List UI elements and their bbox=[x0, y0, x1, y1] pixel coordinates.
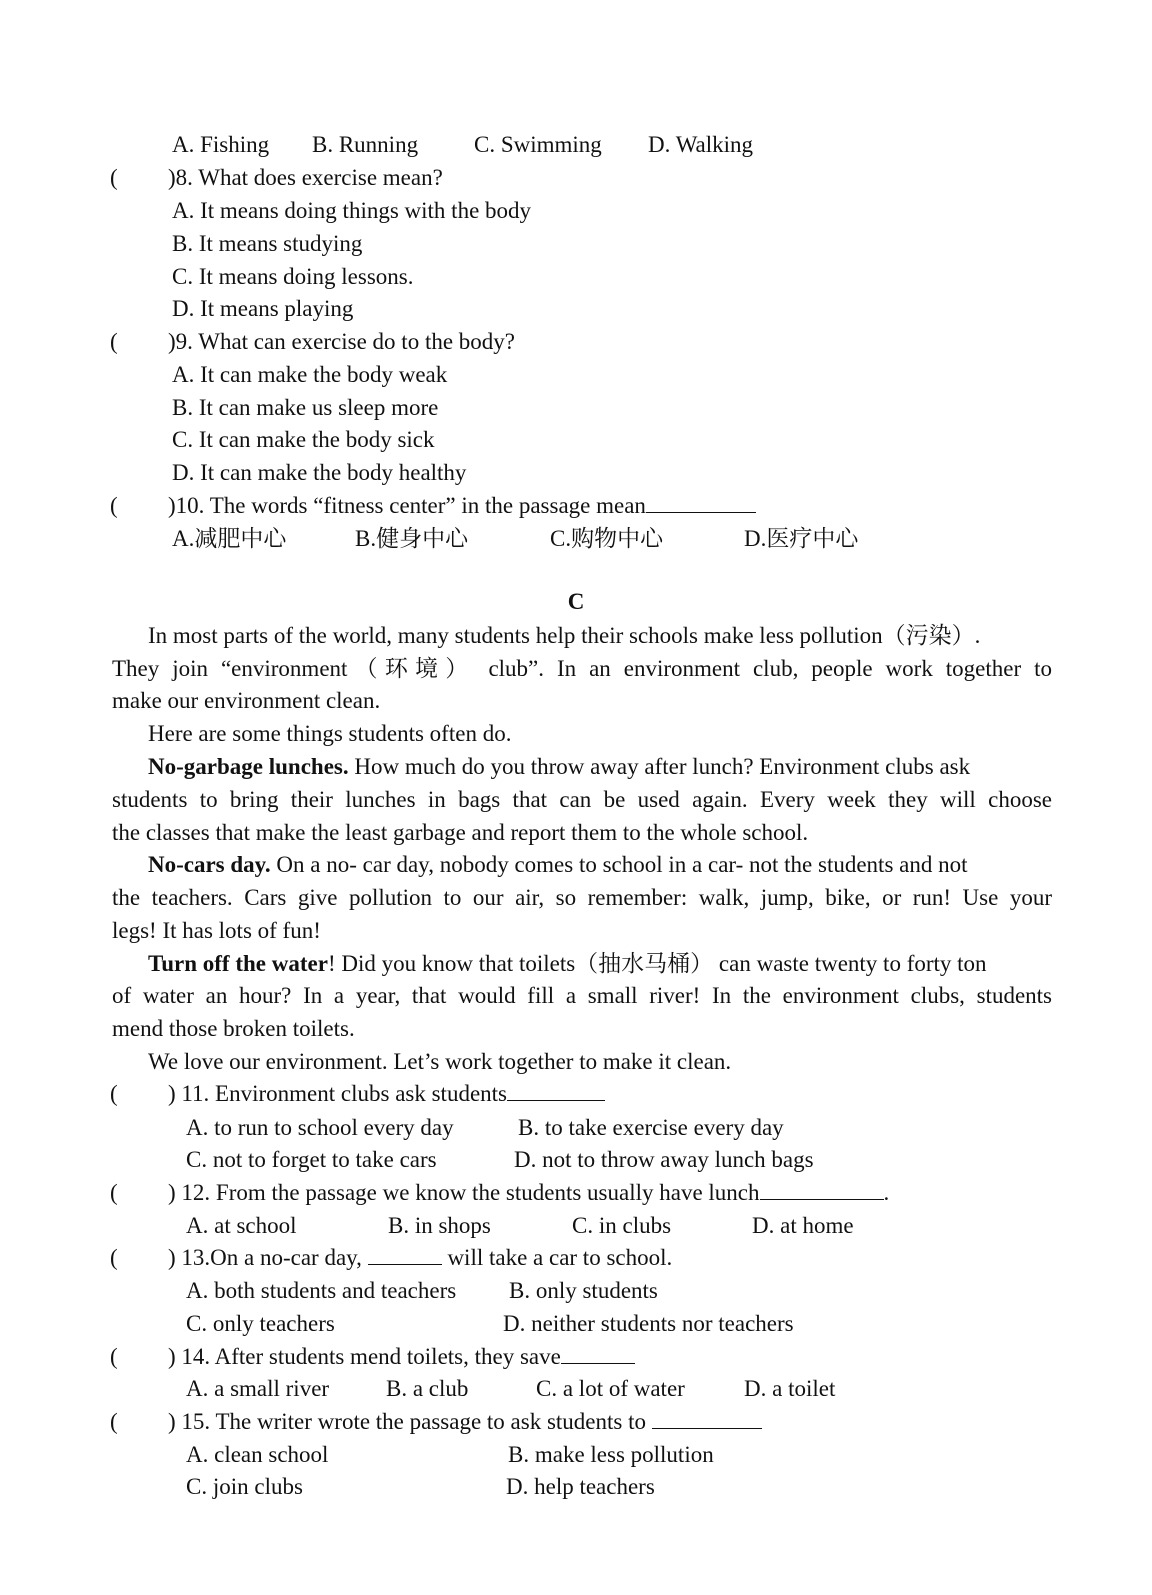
q9-option-c: C. It can make the body sick bbox=[172, 427, 435, 452]
q8-option-a: A. It means doing things with the body bbox=[172, 198, 532, 223]
q15-option-d: D. help teachers bbox=[506, 1474, 655, 1499]
q12-question bbox=[168, 1179, 889, 1207]
q10-option-c: C.购物中心 bbox=[550, 526, 664, 551]
q9-option-d: D. It can make the body healthy bbox=[172, 460, 467, 485]
passage-p4-line1-text: On a no- car day, nobody comes to school in a car- not the students and not bbox=[270, 852, 968, 877]
q13-answer-paren: ( bbox=[110, 1245, 118, 1270]
q10-question bbox=[168, 492, 756, 520]
q11-option-c: C. not to forget to take cars bbox=[186, 1147, 437, 1172]
q7-option-b: B. Running bbox=[312, 132, 419, 157]
passage-p5-line2: of water an hour? In a year, that would fill a small river! In the environment clubs, students bbox=[112, 983, 1052, 1008]
q13-question-text-a: ) 13.On a no-car day, bbox=[168, 1245, 368, 1270]
q12-option-c: C. in clubs bbox=[572, 1213, 672, 1238]
q7-option-c: C. Swimming bbox=[474, 132, 602, 157]
q13-blank[interactable] bbox=[368, 1244, 442, 1265]
q15-answer-paren: ( bbox=[110, 1409, 118, 1434]
q10-question-text: )10. The words “fitness center” in the passage mean bbox=[168, 493, 646, 518]
q11-blank[interactable] bbox=[507, 1080, 605, 1101]
q10-option-d: D.医疗中心 bbox=[744, 526, 859, 551]
q10-option-a: A.减肥中心 bbox=[172, 526, 287, 551]
q14-blank[interactable] bbox=[561, 1343, 635, 1364]
q8-question: )8. What does exercise mean? bbox=[168, 165, 443, 190]
q7-option-d: D. Walking bbox=[648, 132, 754, 157]
q15-option-a: A. clean school bbox=[186, 1442, 329, 1467]
passage-p5-line1 bbox=[148, 950, 987, 978]
passage-p5-line3: mend those broken toilets. bbox=[112, 1016, 355, 1041]
q11-question bbox=[168, 1080, 605, 1108]
q9-option-b: B. It can make us sleep more bbox=[172, 395, 439, 420]
q15-option-b: B. make less pollution bbox=[508, 1442, 714, 1467]
passage-p3-line2: students to bring their lunches in bags that can be used again. Every week they will choose bbox=[112, 787, 1052, 812]
passage-p4-line3: legs! It has lots of fun! bbox=[112, 918, 321, 943]
passage-p4-line1 bbox=[148, 851, 968, 879]
q11-option-a: A. to run to school every day bbox=[186, 1115, 454, 1140]
q12-option-a: A. at school bbox=[186, 1213, 297, 1238]
q14-question-text: ) 14. After students mend toilets, they save bbox=[168, 1344, 561, 1369]
q11-answer-paren: ( bbox=[110, 1081, 118, 1106]
passage-p1-line1: In most parts of the world, many students help their schools make less pollution（污染）. bbox=[148, 623, 981, 648]
passage-p5-line1-text: ! Did you know that toilets（抽水马桶） can waste twenty to forty ton bbox=[327, 951, 987, 976]
q15-question bbox=[168, 1408, 762, 1436]
passage-p3-line3: the classes that make the least garbage and report them to the whole school. bbox=[112, 820, 809, 845]
q12-blank[interactable] bbox=[760, 1179, 884, 1200]
q12-question-text: ) 12. From the passage we know the students usually have lunch bbox=[168, 1180, 760, 1205]
q13-option-a: A. both students and teachers bbox=[186, 1278, 457, 1303]
q10-option-b: B.健身中心 bbox=[355, 526, 469, 551]
q8-option-c: C. It means doing lessons. bbox=[172, 264, 414, 289]
q11-option-d: D. not to throw away lunch bags bbox=[514, 1147, 814, 1172]
q15-blank[interactable] bbox=[652, 1408, 762, 1429]
q13-question bbox=[168, 1244, 672, 1272]
passage-p6: We love our environment. Let’s work together to make it clean. bbox=[148, 1049, 732, 1074]
q14-answer-paren: ( bbox=[110, 1344, 118, 1369]
passage-p3-line1 bbox=[148, 753, 970, 781]
q9-option-a: A. It can make the body weak bbox=[172, 362, 448, 387]
q13-question-text-b: will take a car to school. bbox=[441, 1245, 673, 1270]
q11-option-b: B. to take exercise every day bbox=[518, 1115, 784, 1140]
q7-option-a: A. Fishing bbox=[172, 132, 270, 157]
passage-p5-heading: Turn off the water bbox=[148, 951, 328, 976]
passage-p3-line1-text: How much do you throw away after lunch? Environment clubs ask bbox=[348, 754, 971, 779]
q14-option-d: D. a toilet bbox=[744, 1376, 836, 1401]
q14-option-c: C. a lot of water bbox=[536, 1376, 685, 1401]
q14-question bbox=[168, 1343, 635, 1371]
q14-option-a: A. a small river bbox=[186, 1376, 330, 1401]
q12-option-b: B. in shops bbox=[388, 1213, 491, 1238]
q9-question: )9. What can exercise do to the body? bbox=[168, 329, 515, 354]
passage-p2: Here are some things students often do. bbox=[148, 721, 512, 746]
passage-p1-line3: make our environment clean. bbox=[112, 688, 381, 713]
passage-p3-heading: No-garbage lunches. bbox=[148, 754, 349, 779]
q14-option-b: B. a club bbox=[386, 1376, 469, 1401]
q13-option-d: D. neither students nor teachers bbox=[503, 1311, 794, 1336]
q9-answer-paren: ( bbox=[110, 329, 118, 354]
q13-option-c: C. only teachers bbox=[186, 1311, 335, 1336]
q12-answer-paren: ( bbox=[110, 1180, 118, 1205]
q10-blank[interactable] bbox=[646, 492, 756, 513]
q12-option-d: D. at home bbox=[752, 1213, 854, 1238]
q8-answer-paren: ( bbox=[110, 165, 118, 190]
q13-option-b: B. only students bbox=[509, 1278, 658, 1303]
passage-p1-line2: They join “environment（环境） club”. In an environment club, people work together to bbox=[112, 656, 1052, 681]
passage-p4-line2: the teachers. Cars give pollution to our air, so remember: walk, jump, bike, or run! Use your bbox=[112, 885, 1052, 910]
q8-option-b: B. It means studying bbox=[172, 231, 363, 256]
q8-option-d: D. It means playing bbox=[172, 296, 354, 321]
q12-question-end: . bbox=[883, 1180, 890, 1205]
q15-question-text: ) 15. The writer wrote the passage to ask students to bbox=[168, 1409, 652, 1434]
passage-p4-heading: No-cars day. bbox=[148, 852, 271, 877]
q10-answer-paren: ( bbox=[110, 493, 118, 518]
q11-question-text: ) 11. Environment clubs ask students bbox=[168, 1081, 507, 1106]
section-c-title: C bbox=[567, 589, 585, 614]
q15-option-c: C. join clubs bbox=[186, 1474, 303, 1499]
